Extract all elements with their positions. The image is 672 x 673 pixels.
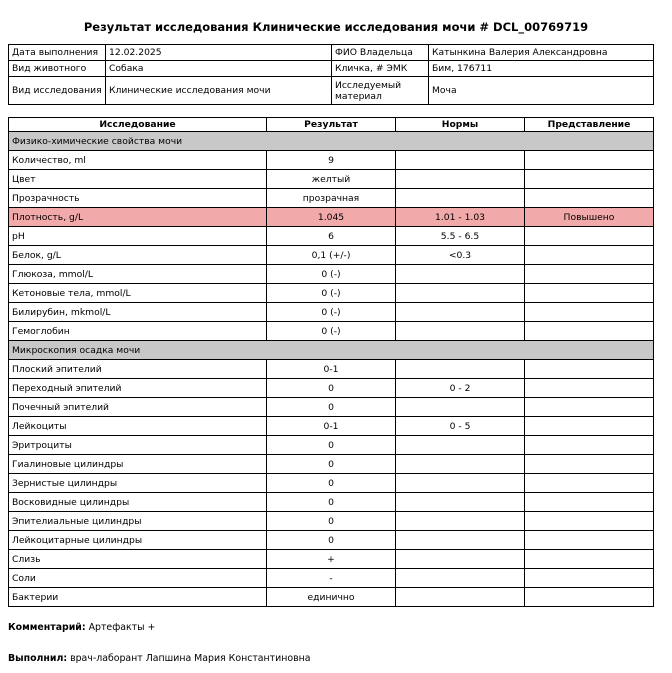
result-row — [9, 474, 654, 493]
performed-text: врач-лаборант Лапшина Мария Константиновна — [70, 653, 311, 664]
result-row — [9, 550, 654, 569]
result-row — [9, 265, 654, 284]
info-row — [9, 61, 654, 77]
test-representation — [525, 227, 654, 246]
test-representation — [525, 474, 654, 493]
result-row — [9, 303, 654, 322]
test-name: Плотность, g/L — [9, 208, 267, 227]
comment-text: Артефакты + — [88, 622, 156, 633]
test-result: 0 (-) — [267, 265, 396, 284]
info-value: Катынкина Валерия Александровна — [429, 45, 654, 61]
info-table — [8, 44, 654, 105]
test-result: 9 — [267, 151, 396, 170]
test-norm — [396, 512, 525, 531]
test-norm — [396, 398, 525, 417]
test-name: Переходный эпителий — [9, 379, 267, 398]
test-result: 0 — [267, 512, 396, 531]
test-result: прозрачная — [267, 189, 396, 208]
test-name: Кетоновые тела, mmol/L — [9, 284, 267, 303]
info-label: Вид животного — [9, 61, 106, 77]
section-row — [9, 132, 654, 151]
result-row — [9, 322, 654, 341]
header-test: Исследование — [9, 118, 267, 132]
test-result: 0 — [267, 379, 396, 398]
info-value: Моча — [429, 77, 654, 105]
info-value: Собака — [106, 61, 332, 77]
test-name: Глюкоза, mmol/L — [9, 265, 267, 284]
result-row — [9, 417, 654, 436]
result-row — [9, 151, 654, 170]
result-row — [9, 208, 654, 227]
result-row — [9, 493, 654, 512]
test-norm — [396, 436, 525, 455]
test-result: 0 — [267, 455, 396, 474]
test-result: 0 — [267, 436, 396, 455]
results-table — [8, 117, 654, 607]
test-result: + — [267, 550, 396, 569]
result-row — [9, 512, 654, 531]
test-norm — [396, 170, 525, 189]
result-row — [9, 455, 654, 474]
result-row — [9, 436, 654, 455]
info-table-body — [9, 45, 654, 105]
result-row — [9, 227, 654, 246]
test-name: Восковидные цилиндры — [9, 493, 267, 512]
header-result: Результат — [267, 118, 396, 132]
test-norm — [396, 569, 525, 588]
test-representation — [525, 189, 654, 208]
test-representation — [525, 379, 654, 398]
test-result: 0 (-) — [267, 303, 396, 322]
test-result: единично — [267, 588, 396, 607]
performed-line — [8, 653, 311, 664]
test-name: Цвет — [9, 170, 267, 189]
test-result: 0-1 — [267, 417, 396, 436]
result-row — [9, 379, 654, 398]
test-representation — [525, 322, 654, 341]
test-representation — [525, 151, 654, 170]
test-norm — [396, 303, 525, 322]
info-value: Клинические исследования мочи — [106, 77, 332, 105]
performed-label: Выполнил: — [8, 653, 68, 664]
test-representation — [525, 303, 654, 322]
test-norm — [396, 284, 525, 303]
test-result: 6 — [267, 227, 396, 246]
test-representation — [525, 170, 654, 189]
info-row — [9, 77, 654, 105]
test-name: Белок, g/L — [9, 246, 267, 265]
result-row — [9, 398, 654, 417]
test-name: Лейкоцитарные цилиндры — [9, 531, 267, 550]
report-title: Результат исследования Клинические исследования мочи # DCL_00769719 — [83, 20, 589, 34]
section-title: Микроскопия осадка мочи — [9, 341, 654, 360]
test-result: 0 (-) — [267, 284, 396, 303]
test-name: Гиалиновые цилиндры — [9, 455, 267, 474]
test-norm: 5.5 - 6.5 — [396, 227, 525, 246]
result-row — [9, 588, 654, 607]
test-representation — [525, 360, 654, 379]
info-value: Бим, 176711 — [429, 61, 654, 77]
test-representation: Повышено — [525, 208, 654, 227]
test-representation — [525, 436, 654, 455]
test-norm — [396, 474, 525, 493]
test-representation — [525, 284, 654, 303]
result-row — [9, 569, 654, 588]
test-result: желтый — [267, 170, 396, 189]
test-result: 0 — [267, 398, 396, 417]
header-norms: Нормы — [396, 118, 525, 132]
test-representation — [525, 398, 654, 417]
section-row — [9, 341, 654, 360]
test-result: 0-1 — [267, 360, 396, 379]
test-name: Эпителиальные цилиндры — [9, 512, 267, 531]
test-representation — [525, 550, 654, 569]
result-row — [9, 531, 654, 550]
test-representation — [525, 417, 654, 436]
test-norm — [396, 455, 525, 474]
test-name: Лейкоциты — [9, 417, 267, 436]
test-name: pH — [9, 227, 267, 246]
test-norm: <0.3 — [396, 246, 525, 265]
test-name: Билирубин, mkmol/L — [9, 303, 267, 322]
test-result: - — [267, 569, 396, 588]
comment-line — [8, 622, 155, 633]
test-name: Прозрачность — [9, 189, 267, 208]
results-table-body — [9, 132, 654, 607]
test-name: Зернистые цилиндры — [9, 474, 267, 493]
test-representation — [525, 455, 654, 474]
test-representation — [525, 512, 654, 531]
test-norm: 1.01 - 1.03 — [396, 208, 525, 227]
section-title: Физико-химические свойства мочи — [9, 132, 654, 151]
info-value: 12.02.2025 — [106, 45, 332, 61]
test-norm — [396, 493, 525, 512]
comment-label: Комментарий: — [8, 622, 86, 633]
test-norm — [396, 189, 525, 208]
test-representation — [525, 246, 654, 265]
info-label: Кличка, # ЭМК — [332, 61, 429, 77]
result-row — [9, 189, 654, 208]
test-norm — [396, 151, 525, 170]
test-result: 0 — [267, 531, 396, 550]
result-row — [9, 246, 654, 265]
test-representation — [525, 493, 654, 512]
test-result: 0,1 (+/-) — [267, 246, 396, 265]
header-representation: Представление — [525, 118, 654, 132]
info-label: ФИО Владельца — [332, 45, 429, 61]
info-row — [9, 45, 654, 61]
result-row — [9, 170, 654, 189]
test-norm — [396, 550, 525, 569]
test-result: 0 — [267, 493, 396, 512]
test-name: Слизь — [9, 550, 267, 569]
test-norm: 0 - 2 — [396, 379, 525, 398]
test-result: 0 — [267, 474, 396, 493]
test-norm — [396, 360, 525, 379]
test-norm — [396, 322, 525, 341]
test-representation — [525, 588, 654, 607]
test-name: Соли — [9, 569, 267, 588]
test-result: 0 (-) — [267, 322, 396, 341]
test-representation — [525, 569, 654, 588]
test-norm: 0 - 5 — [396, 417, 525, 436]
test-name: Почечный эпителий — [9, 398, 267, 417]
test-name: Количество, ml — [9, 151, 267, 170]
test-norm — [396, 531, 525, 550]
result-row — [9, 360, 654, 379]
test-norm — [396, 588, 525, 607]
test-result: 1.045 — [267, 208, 396, 227]
results-header-row — [9, 118, 654, 132]
test-name: Гемоглобин — [9, 322, 267, 341]
test-name: Плоский эпителий — [9, 360, 267, 379]
info-label: Вид исследования — [9, 77, 106, 105]
test-representation — [525, 531, 654, 550]
info-label: Исследуемый материал — [332, 77, 429, 105]
test-representation — [525, 265, 654, 284]
test-name: Бактерии — [9, 588, 267, 607]
result-row — [9, 284, 654, 303]
test-name: Эритроциты — [9, 436, 267, 455]
info-label: Дата выполнения — [9, 45, 106, 61]
test-norm — [396, 265, 525, 284]
